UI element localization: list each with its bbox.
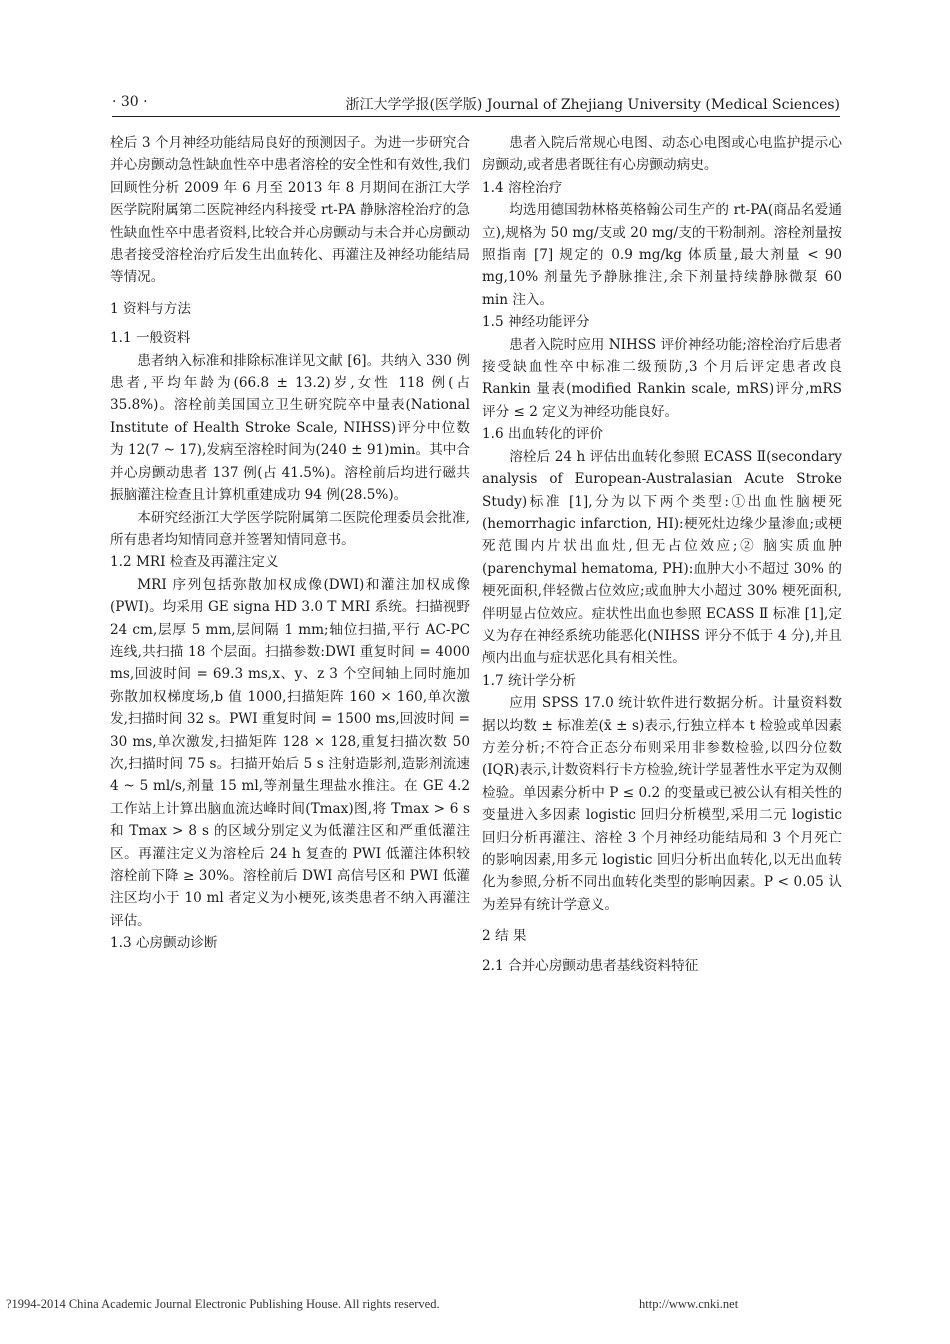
paragraph: 本研究经浙江大学医学院附属第二医院伦理委员会批准,所有患者均知情同意并签署知情同意书。 xyxy=(110,509,470,548)
copyright-footer xyxy=(6,1297,946,1312)
paragraph: 溶栓后 24 h 评估出血转化参照 ECASS Ⅱ(secondary analysis of European-Australasian Acute Stroke Study)标准 [1],分为以下两个类型:①出血性脑梗死(hemorrhagic infarction, HI):梗死灶边缘少量渗血;或梗死范围内片状出血灶,但无占位效应;② 脑实质血肿(parenchymal hematoma, PH):血肿大小不超过 30% 的梗死面积,伴轻微占位效应;或血肿大小超过 30% 梗死面积,伴明显占位效应。症状性出血也参照 ECASS Ⅱ 标准 [1],定义为存在神经系统功能恶化(NIHSS 评分不低于 4 分),并且颅内出血与症状恶化具有相关性。 xyxy=(482,448,842,667)
subsection-heading: 1.2 MRI 检查及再灌注定义 xyxy=(110,554,279,571)
paragraph: 患者入院后常规心电图、动态心电图或心电监护提示心房颤动,或者患者既往有心房颤动病史。 xyxy=(482,135,842,174)
right-column xyxy=(482,132,842,977)
subsection-heading: 1.4 溶栓治疗 xyxy=(482,179,563,196)
page-number: · 30 · xyxy=(112,94,148,110)
paragraph: 患者纳入标准和排除标准详见文献 [6]。共纳入 330 例患者,平均年龄为(66.8 ± 13.2)岁,女性 118 例(占 35.8%)。溶栓前美国国立卫生研究院卒中量表(National Institute of Health Stroke Scale, NIHSS)评分中位数为 12(7 ~ 17),发病至溶栓时间为(240 ± 91)min。其中合并心房颤动患者 137 例(占 41.5%)。溶栓前后均进行磁共振脑灌注检查且计算机重建成功 94 例(28.5%)。 xyxy=(110,352,470,504)
paragraph: 栓后 3 个月神经功能结局良好的预测因子。为进一步研究合并心房颤动急性缺血性卒中患者溶栓的安全性和有效性,我们回顾性分析 2009 年 6 月至 2013 年 8 月期间在浙江大学医学院附属第二医院神经内科接受 rt-PA 静脉溶栓治疗的急性缺血性卒中患者资料,比较合并心房颤动与未合并心房颤动患者接受溶栓治疗后发生出血转化、再灌注及神经功能结局等情况。 xyxy=(110,135,470,286)
subsection-heading: 1.7 统计学分析 xyxy=(482,672,576,689)
subsection-heading: 1.1 一般资料 xyxy=(110,330,191,347)
copyright-notice: ?1994-2014 China Academic Journal Electronic Publishing House. All rights reserved. xyxy=(6,1297,440,1311)
subsection-heading: 1.6 出血转化的评价 xyxy=(482,426,604,443)
paragraph: 均选用德国勃林格英格翰公司生产的 rt-PA(商品名爱通立),规格为 50 mg/支或 20 mg/支的干粉制剂。溶栓剂量按照指南 [7] 规定的 0.9 mg/kg 体质量,最大剂量 < 90 mg,10% 剂量先予静脉推注,余下剂量持续静脉微泵 60 min 注入。 xyxy=(482,202,842,308)
subsection-heading: 1.3 心房颤动诊断 xyxy=(110,935,218,952)
subsection-heading: 1.5 神经功能评分 xyxy=(482,314,590,331)
section-heading: 1 资料与方法 xyxy=(110,300,191,317)
section-heading: 2 结 果 xyxy=(482,928,527,945)
paragraph: 患者入院时应用 NIHSS 评价神经功能;溶栓治疗后患者接受缺血性卒中标准二级预防,3 个月后评定患者改良 Rankin 量表(modified Rankin scale, mRS)评分,mRS 评分 ≤ 2 定义为神经功能良好。 xyxy=(482,336,842,420)
subsection-heading: 2.1 合并心房颤动患者基线资料特征 xyxy=(482,957,699,974)
paragraph: 应用 SPSS 17.0 统计软件进行数据分析。计量资料数据以均数 ± 标准差(x̄ ± s)表示,行独立样本 t 检验或单因素方差分析;不符合正态分布则采用非参数检验,以四分位数(IQR)表示,计数资料行卡方检验,统计学显著性水平定为双侧检验。单因素分析中 P ≤ 0.2 的变量或已被公认有相关性的变量进入多因素 logistic 回归分析模型,采用二元 logistic 回归分析再灌注、溶栓 3 个月神经功能结局和 3 个月死亡的影响因素,用多元 logistic 回归分析出血转化,以无出血转化为参照,分析不同出血转化类型的影响因素。P < 0.05 认为差异有统计学意义。 xyxy=(482,695,842,913)
paragraph: MRI 序列包括弥散加权成像(DWI)和灌注加权成像(PWI)。均采用 GE signa HD 3.0 T MRI 系统。扫描视野 24 cm,层厚 5 mm,层间隔 1 mm;轴位扫描,平行 AC-PC 连线,共扫描 18 个层面。扫描参数:DWI 重复时间 = 4000 ms,回波时间 = 69.3 ms,x、y、z 3 个空间轴上同时施加弥散加权梯度场,b 值 1000,扫描矩阵 160 × 160,单次激发,扫描时间 32 s。PWI 重复时间 = 1500 ms,回波时间 = 30 ms,单次激发,扫描矩阵 128 × 128,重复扫描次数 50 次,扫描时间 75 s。扫描开始后 5 s 注射造影剂,造影剂流速 4 ~ 5 ml/s,剂量 15 ml,等剂量生理盐水推注。在 GE 4.2 工作站上计算出脑血流达峰时间(Tmax)图,将 Tmax > 6 s 和 Tmax > 8 s 的区域分别定义为低灌注区和严重低灌注区。再灌注定义为溶栓后 24 h 复查的 PWI 低灌注体积较溶栓前下降 ≥ 30%。溶栓前后 DWI 高信号区和 PWI 低灌注区均小于 10 ml 者定义为小梗死,该类患者不纳入再灌注评估。 xyxy=(110,576,470,929)
journal-title: 浙江大学学报(医学版) Journal of Zhejiang University (Medical Sciences) xyxy=(345,97,840,113)
cnki-link[interactable]: http://www.cnki.net xyxy=(639,1297,739,1311)
left-column xyxy=(110,132,470,955)
running-header xyxy=(112,90,840,117)
